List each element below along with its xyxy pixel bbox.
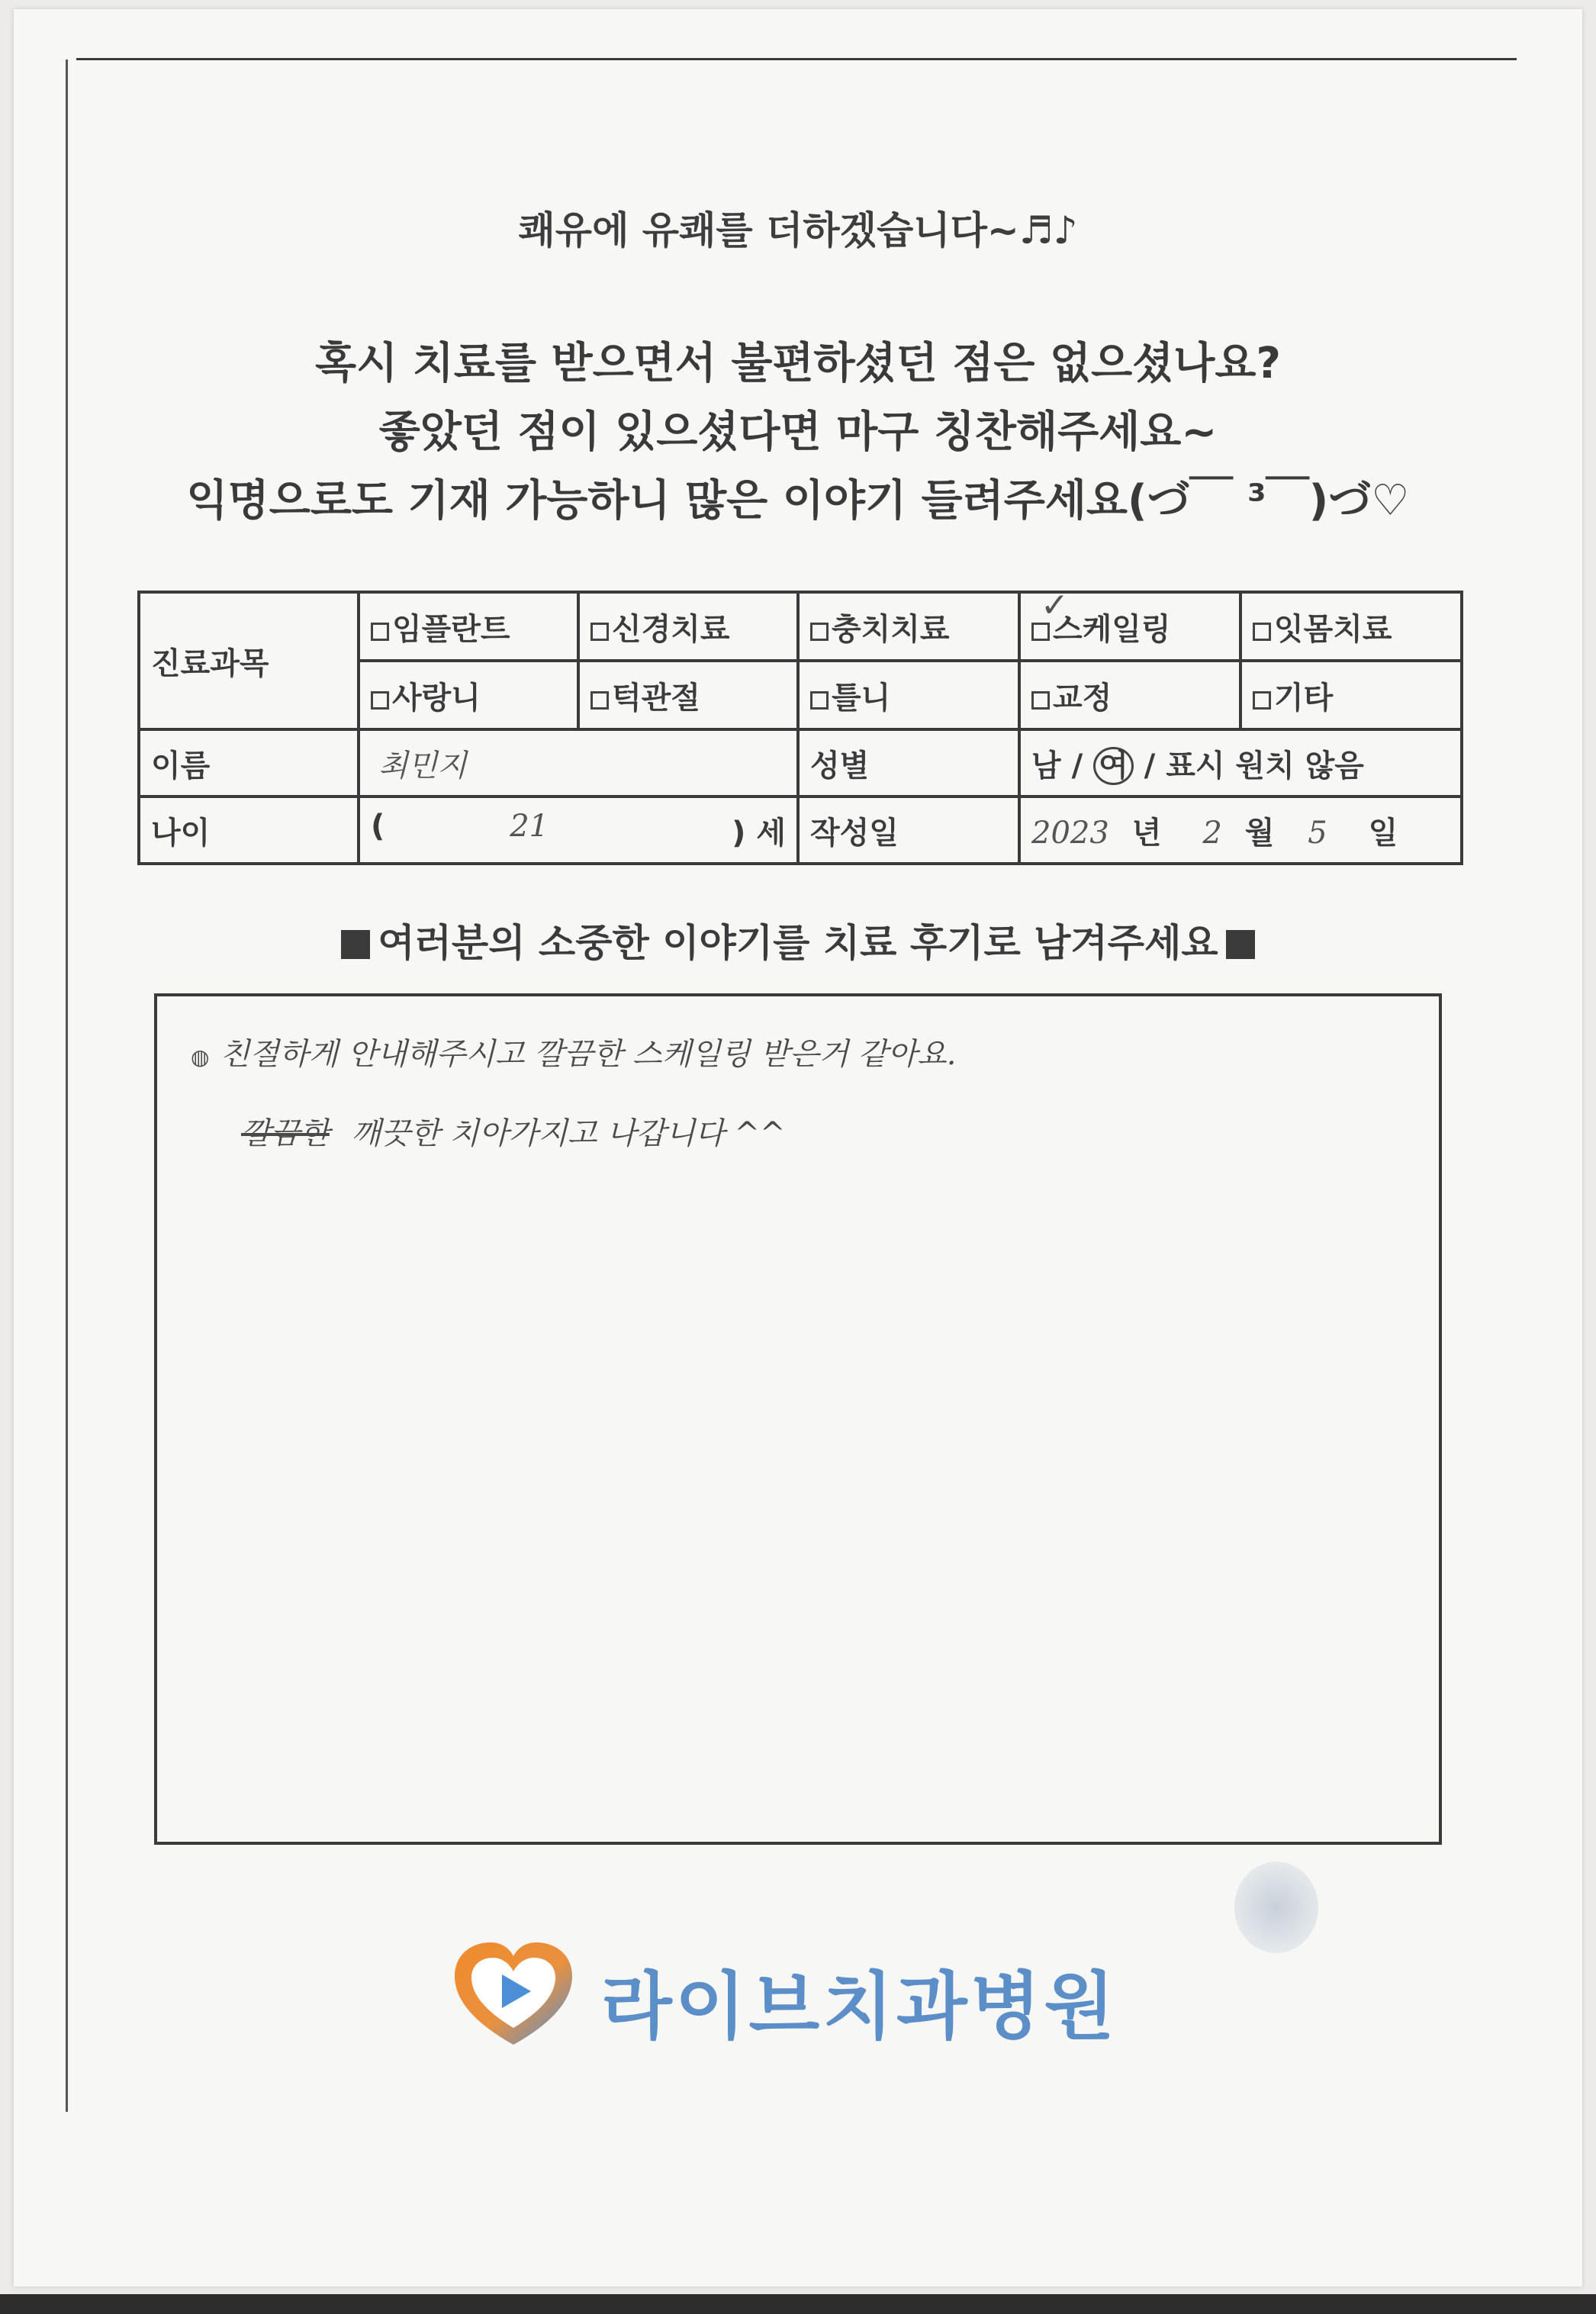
- checkbox[interactable]: [590, 623, 609, 641]
- square-bullet-icon: [1226, 930, 1255, 959]
- top-rule: [76, 58, 1517, 60]
- checkbox[interactable]: [810, 691, 829, 710]
- gender-label: 성별: [798, 729, 1019, 797]
- checkbox[interactable]: [1253, 623, 1271, 641]
- dept-cavity[interactable]: 충치치료: [798, 592, 1019, 661]
- review-heading: 여러분의 소중한 이야기를 치료 후기로 남겨주세요: [0, 912, 1596, 967]
- dept-denture[interactable]: 틀니: [798, 661, 1019, 729]
- review-line-1: ◍ 친절하게 안내해주시고 깔끔한 스케일링 받은거 같아요.: [191, 1037, 957, 1072]
- dept-gum[interactable]: 잇몸치료: [1240, 592, 1462, 661]
- dept-orthodontics[interactable]: 교정: [1019, 661, 1240, 729]
- checkbox[interactable]: [810, 623, 829, 641]
- dept-root-canal[interactable]: 신경치료: [578, 592, 798, 661]
- review-textarea[interactable]: [154, 993, 1442, 1845]
- checkbox[interactable]: [590, 691, 609, 710]
- date-field[interactable]: 2023 년 2 월 5 일: [1019, 797, 1462, 864]
- checkbox[interactable]: [371, 623, 389, 641]
- dept-wisdom-tooth[interactable]: 사랑니: [359, 661, 578, 729]
- struck-word: 깔끔한: [241, 1116, 330, 1151]
- review-line-2: 깔끔한 깨끗한 치아가지고 나갑니다 ^^: [241, 1116, 786, 1151]
- question-line-2: 좋았던 점이 있으셨다면 마구 칭찬해주세요~: [378, 407, 1218, 457]
- name-label: 이름: [139, 729, 359, 797]
- page-title: 쾌유에 유쾌를 더하겠습니다~♬♪: [518, 208, 1078, 253]
- checkbox[interactable]: [1031, 691, 1050, 710]
- dept-other[interactable]: 기타: [1240, 661, 1462, 729]
- age-value: 21: [510, 808, 549, 844]
- clinic-name: 라이브치과병원: [601, 1964, 1118, 2049]
- gender-none[interactable]: 표시 원치 않음: [1166, 748, 1364, 784]
- age-label: 나이: [139, 797, 359, 864]
- smudge-mark: [1234, 1862, 1318, 1953]
- dept-tmj[interactable]: 턱관절: [578, 661, 798, 729]
- department-label: 진료과목: [139, 592, 359, 729]
- name-field[interactable]: [359, 729, 798, 797]
- info-table: [137, 586, 1463, 865]
- check-mark-icon: ✓: [1041, 586, 1069, 625]
- checkbox-checked[interactable]: [1031, 623, 1050, 641]
- gender-field[interactable]: 남 / 여 / 표시 원치 않음: [1019, 729, 1462, 797]
- bottom-edge: [0, 2294, 1596, 2314]
- date-year: 2023: [1031, 815, 1109, 851]
- age-field[interactable]: ( 21 ) 세: [359, 797, 798, 864]
- gender-male[interactable]: 남: [1031, 748, 1061, 784]
- checkbox[interactable]: [371, 691, 389, 710]
- name-value: 최민지: [378, 748, 467, 784]
- question-line-1: 혹시 치료를 받으면서 불편하셨던 점은 없으셨나요?: [315, 339, 1281, 388]
- date-label: 작성일: [798, 797, 1019, 864]
- checkbox[interactable]: [1253, 691, 1271, 710]
- date-day: 5: [1308, 815, 1327, 851]
- gender-female-selected[interactable]: 여: [1093, 747, 1134, 785]
- square-bullet-icon: [341, 930, 370, 959]
- dept-implant[interactable]: 임플란트: [359, 592, 578, 661]
- date-month: 2: [1202, 815, 1222, 851]
- question-line-3: 익명으로도 기재 가능하니 많은 이야기 들려주세요(づ￣ ³￣)づ♡: [186, 476, 1410, 526]
- dept-scaling[interactable]: ✓ 스케일링: [1019, 592, 1240, 661]
- bullet-icon: ◍: [191, 1044, 210, 1070]
- heart-play-icon: [449, 1938, 578, 2052]
